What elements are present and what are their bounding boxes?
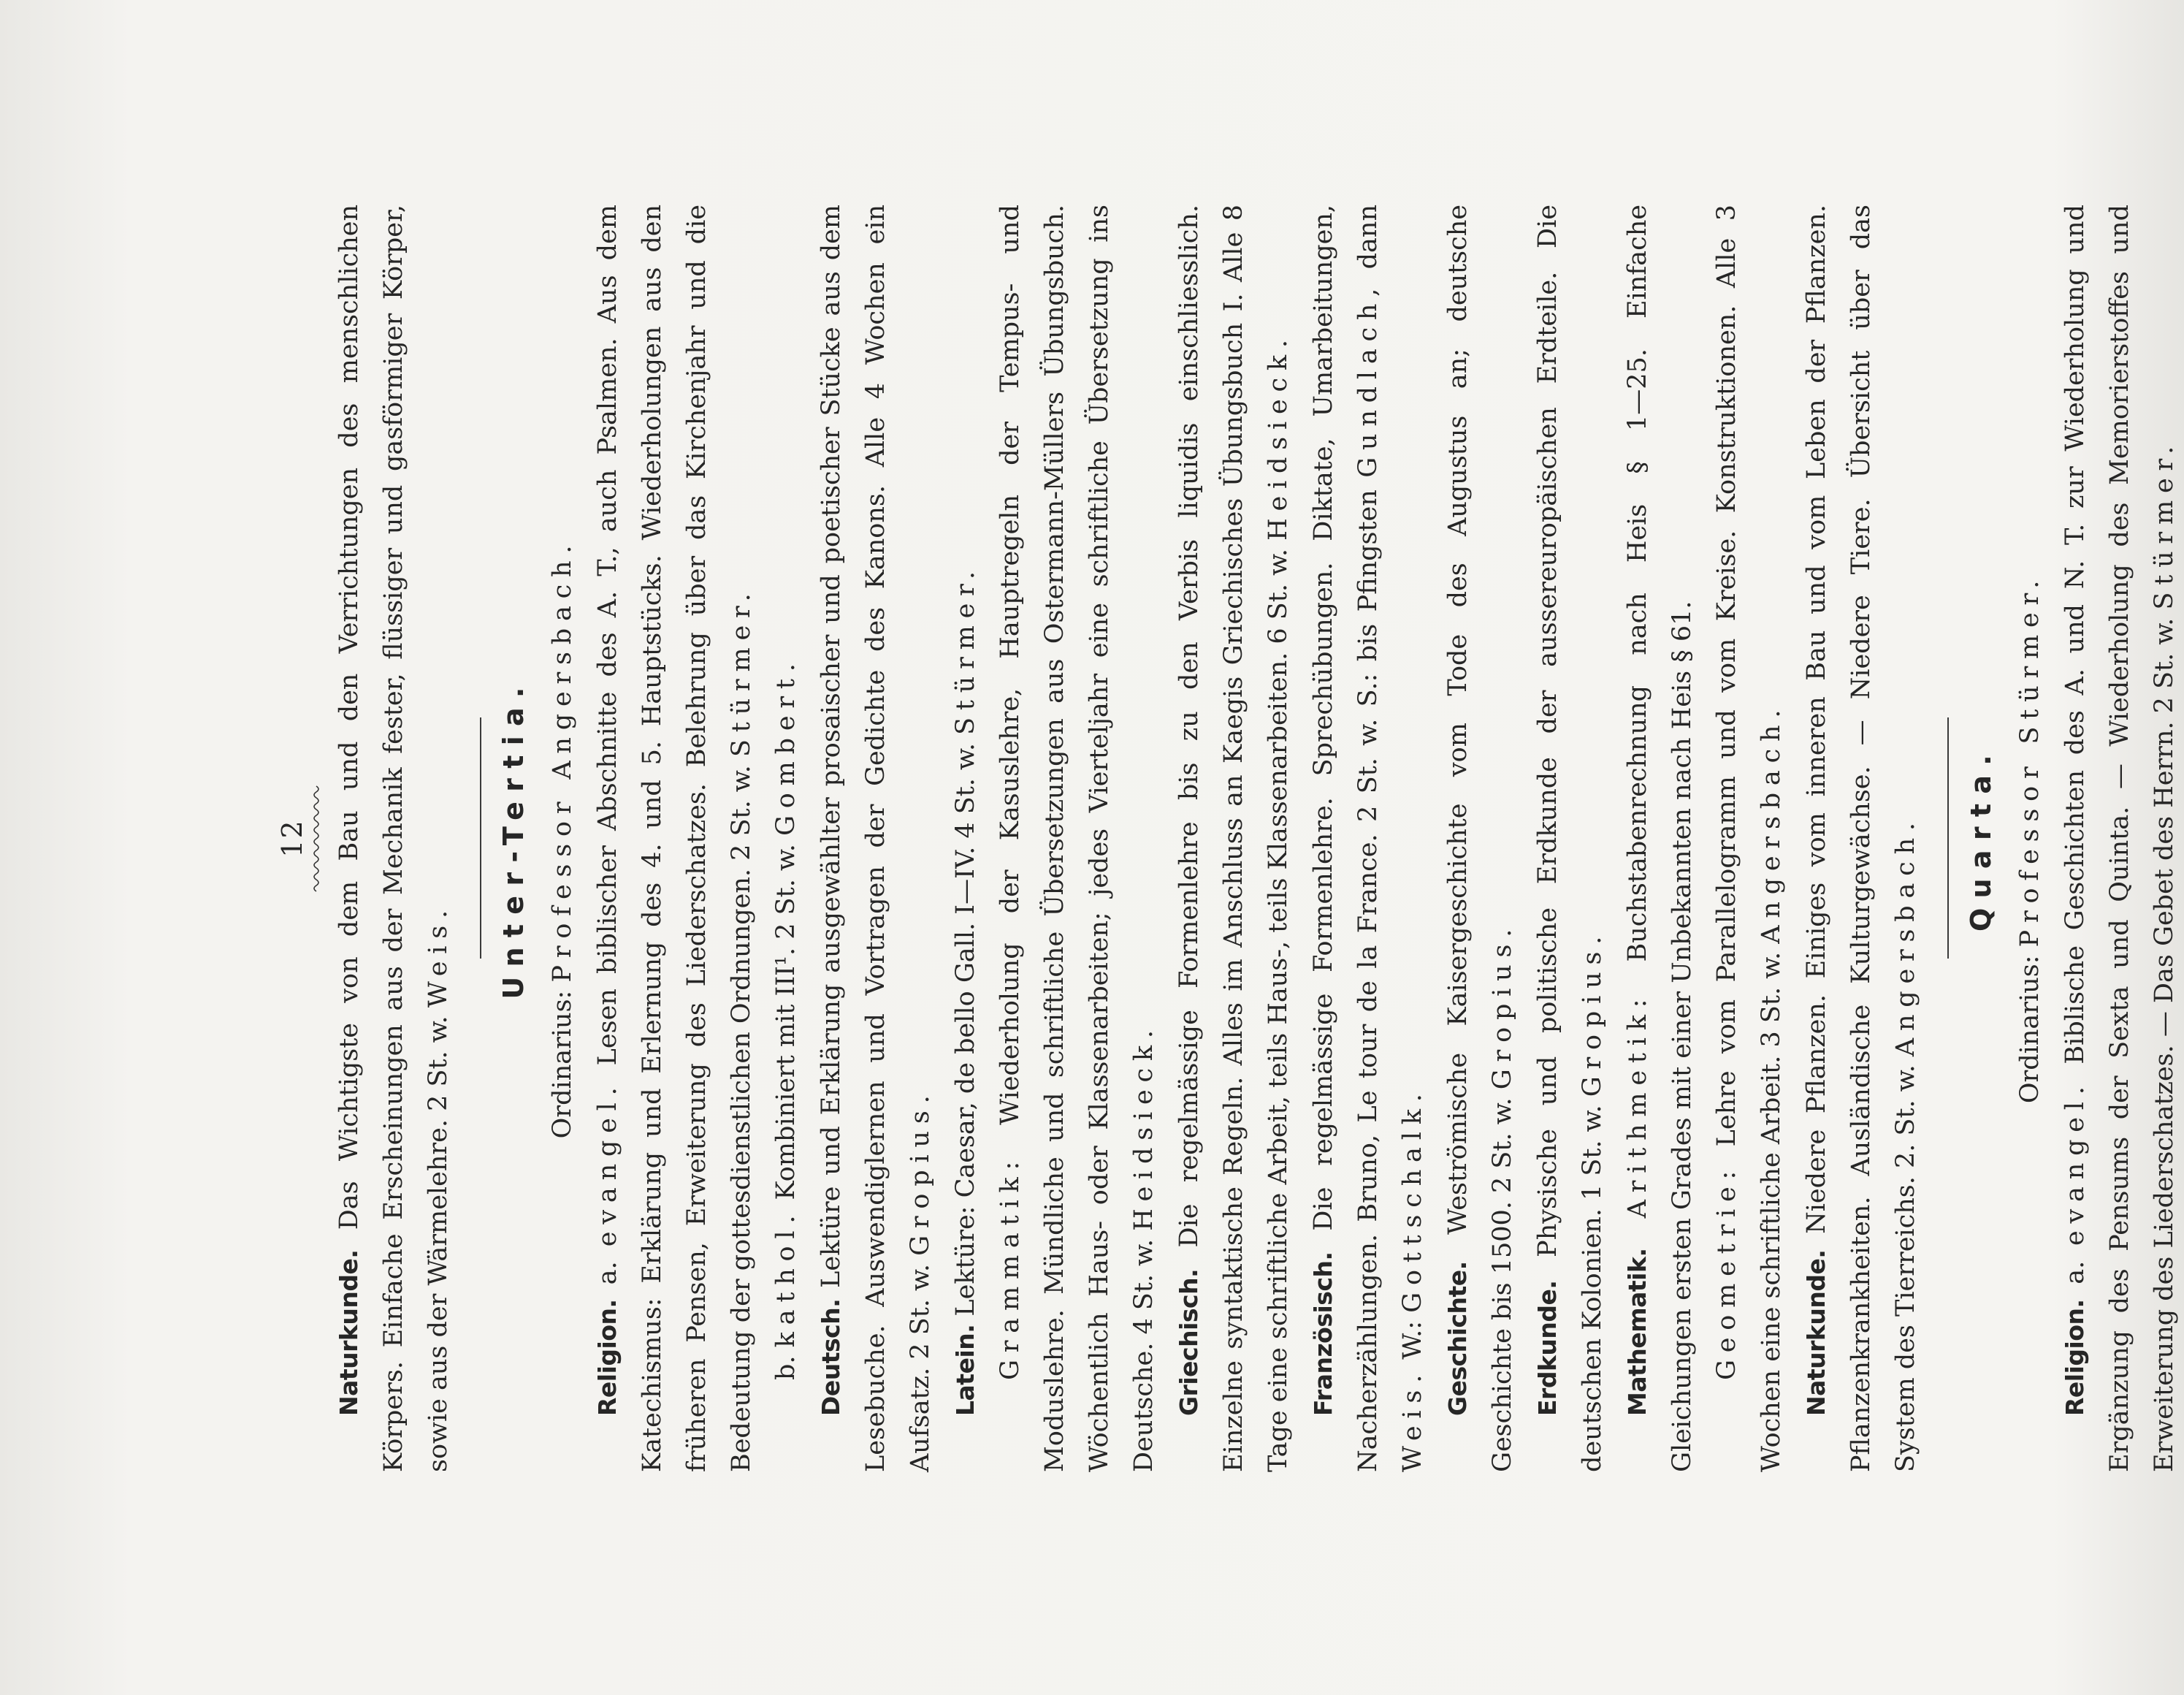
- teacher-name: Heidsieck.: [1264, 332, 1293, 541]
- subject-label: Deutsch.: [817, 1298, 845, 1416]
- teacher-name: Gropius.: [1488, 921, 1517, 1090]
- paragraph-deutsch: [809, 205, 943, 1472]
- section-heading-quarta: Quarta.: [1965, 744, 1997, 932]
- teacher-name: Stürmer.: [727, 586, 756, 758]
- teacher-name: Heidsieck.: [1129, 1023, 1158, 1231]
- paragraph-erdkunde: [1525, 205, 1615, 1472]
- paragraph-text-2: dann: [1353, 205, 1383, 270]
- paragraph-text: Buchstabenrechnung nach Heis § 1—25. Einfache Gleichungen ersten Grades mit einer Unbekannten nach Heis § 61.: [1623, 205, 1697, 1472]
- ordinarius-line: [541, 205, 585, 1472]
- page-number: 12: [276, 819, 308, 858]
- paragraph-text: Kombiniert mit III¹. 2 St. w.: [771, 844, 801, 1200]
- section-divider: [1947, 718, 1949, 959]
- teacher-name: Angersbach.: [1757, 702, 1786, 944]
- teacher-name: Gropius.: [906, 1088, 935, 1256]
- teacher-name: Weis.: [424, 903, 453, 1008]
- subject-label: Latein.: [951, 1324, 980, 1416]
- paragraph-lead-spaced: Geometrie:: [1712, 1163, 1741, 1380]
- teacher-name: Angersbach.: [1891, 815, 1920, 1057]
- paragraph-text: Lektüre und Erklärung ausgewählter prosaischer und poetischer Stücke aus dem Lesebuche. Auswendiglernen und Vortragen der Gedichte des Kanons. Alle 4 Wochen ein Aufsatz. 2 St. w.: [817, 205, 935, 1472]
- ordinarius-label: Ordinarius:: [2015, 955, 2044, 1104]
- paragraph-text: Die regelmässige Formenlehre. Sprechübungen. Diktate, Umarbeitungen, Nacherzählungen. Bruno, Le tour de la France. 2 St. w. S.: bis Pfingsten: [1309, 205, 1383, 1472]
- paragraph-lead-spaced: kathol.: [771, 1208, 801, 1348]
- paragraph-lead: a.: [593, 1261, 622, 1285]
- paragraph-latein-grammatik: [988, 205, 1167, 1472]
- paragraph-text: Die regelmässige Formenlehre bis zu den Verbis liquidis einschliesslich. Einzelne syntaktische Regeln. Alles im Anschluss an Kaegis Griechisches Übungsbuch I. Alle 8 Tage eine schriftliche Arbeit, teils Haus-, teils Klassenarbeiten. 6 St. w.: [1175, 205, 1293, 1472]
- paragraph-griechisch: [1167, 205, 1301, 1472]
- paragraph-text: Physische und politische Erdkunde der aussereuropäischen Erdteile. Die deutschen Kolonien. 1 St. w.: [1533, 205, 1607, 1472]
- section-heading-unter-tertia: Unter-Tertia.: [497, 677, 530, 999]
- paragraph-franzoesisch: [1301, 205, 1435, 1472]
- paragraph-mathematik-arithmetik: [1615, 205, 1705, 1472]
- paragraph-lead: a.: [2061, 1260, 2090, 1284]
- ordinarius-name: Professor Stürmer.: [2015, 573, 2044, 948]
- paragraph-text: Das Wichtigste von dem Bau und den Verrichtungen des menschlichen Körpers. Einfache Erscheinungen aus der Mechanik fester, flüssiger und gasförmiger Körper, sowie aus der Wärmelehre. 2 St. w.: [335, 205, 453, 1472]
- paragraph-text: Lehre vom Parallelogramm und vom Kreise. Konstruktionen. Alle 3 Wochen eine schriftliche Arbeit. 3 St. w.: [1712, 205, 1786, 1472]
- subject-label: Religion.: [593, 1299, 622, 1416]
- page-text: [270, 205, 2184, 1472]
- paragraph-lead-spaced: Arithmetik:: [1623, 991, 1652, 1219]
- paragraph-lead: b.: [771, 1355, 801, 1380]
- section-divider: [480, 718, 481, 959]
- subject-label: Geschichte.: [1443, 1261, 1472, 1416]
- paragraph-religion-evangel: [585, 205, 764, 1472]
- ordinarius-line: [2008, 205, 2053, 1472]
- subject-label: Mathematik.: [1623, 1248, 1652, 1416]
- paragraph-latein: [943, 205, 988, 1472]
- paragraph-text: Wiederholung der Kasuslehre, Hauptregeln der Tempus- und Moduslehre. Mündliche und schriftliche Übersetzungen aus Ostermann-Müllers Übungsbuch. Wöchentlich Haus- oder Klassenarbeiten; jedes Vierteljahr eine schriftliche Übersetzung ins Deutsche. 4 St. w.: [996, 205, 1158, 1472]
- paragraph-naturkunde: [1794, 205, 1928, 1472]
- paragraph-geschichte: [1435, 205, 1525, 1472]
- teacher-name: Stürmer.: [951, 564, 980, 735]
- teacher-name-3: Gottschalk.: [1398, 1086, 1427, 1313]
- rotated-printed-page: [142, 66, 2179, 1629]
- ordinarius-label: Ordinarius:: [548, 990, 577, 1139]
- paragraph-text-3: W.:: [1398, 1320, 1427, 1360]
- paragraph-religion-kathol: [764, 205, 809, 1472]
- subject-label: Griechisch.: [1175, 1268, 1203, 1416]
- subject-label: Religion.: [2061, 1299, 2089, 1416]
- paragraph-mathematik-geometrie: [1705, 205, 1794, 1472]
- paragraph-text: Niedere Pflanzen. Einiges vom inneren Bau und vom Leben der Pflanzen. Pflanzenkrankheiten. Ausländische Kulturgewächse. — Niedere Tiere. Übersicht über das System des Tierreichs. 2. St. w.: [1802, 205, 1920, 1472]
- paragraph-lead-spaced: Grammatik:: [996, 1154, 1025, 1380]
- paragraph-lead-spaced: evangel.: [2061, 1079, 2090, 1246]
- subject-label: Erdkunde.: [1533, 1280, 1562, 1416]
- teacher-name: Gundlach,: [1353, 281, 1383, 478]
- subject-label: Französisch.: [1309, 1252, 1337, 1416]
- teacher-name: Stürmer.: [2150, 438, 2179, 610]
- teacher-name: Gombert.: [771, 656, 801, 836]
- paragraph-text: Biblische Geschichten des A. und N. T. zur Wiederholung und Ergänzung des Pensums der Sexta und Quinta. — Wiederholung des Memorierstoffes und Erweiterung des Liederschatzes. — Das Gebet des Herrn. 2 St. w.: [2061, 205, 2179, 1472]
- ordinarius-name: Professor Angersbach.: [548, 538, 577, 983]
- subject-label: Naturkunde.: [335, 1249, 363, 1416]
- paragraph-text: Lektüre: Caesar, de bello Gall. I—IV. 4 St. w.: [951, 743, 980, 1317]
- teacher-name: Gropius.: [1578, 929, 1607, 1097]
- paragraph-lead-spaced: evangel.: [593, 1080, 622, 1247]
- subject-label: Naturkunde.: [1802, 1249, 1830, 1416]
- paragraph-naturkunde-prev: [327, 205, 461, 1472]
- paragraph-text: Lesen biblischer Abschnitte des A. T., auch Psalmen. Aus dem Katechismus: Erklärung und Erlernung des 4. und 5. Hauptstücks. Wiederholungen aus den früheren Pensen, Erweiterung des Liederschatzes. Belehrung über das Kirchenjahr und die Bedeutung der gottesdienstlichen Ordnungen. 2 St. w.: [593, 205, 756, 1472]
- teacher-name-2: Weis.: [1398, 1367, 1427, 1472]
- paragraph-quarta-religion: [2053, 205, 2184, 1472]
- paragraph-text: Weströmische Kaisergeschichte vom Tode des Augustus an; deutsche Geschichte bis 1500. 2 St. w.: [1443, 205, 1517, 1472]
